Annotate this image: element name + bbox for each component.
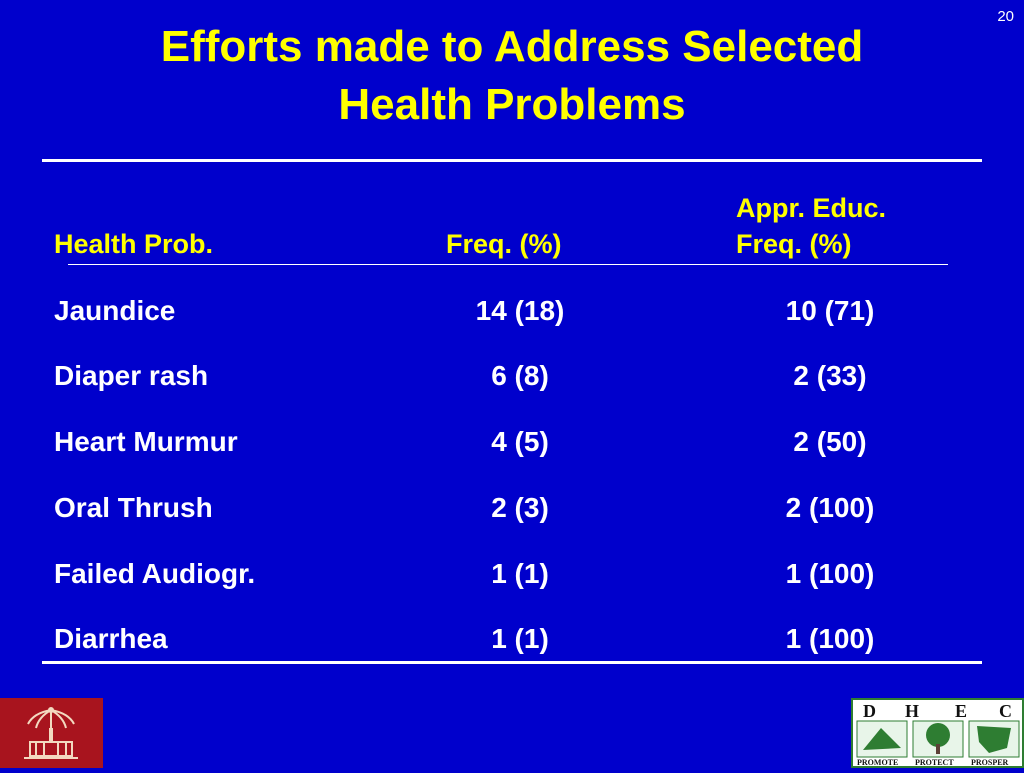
table-bottom-rule [42,661,982,664]
dhec-word-protect: PROTECT [915,758,954,767]
table-row [0,619,1024,659]
table-top-rule [42,159,982,162]
header-health-prob: Health Prob. [54,229,214,259]
row-health-problem: Jaundice [54,295,176,326]
table-row [0,291,1024,331]
dhec-logo-icon [851,698,1024,768]
row-freq: 14 (18) [475,295,565,326]
row-health-problem: Diarrhea [54,623,168,654]
header-freq: Freq. (%) [446,229,562,259]
row-appr-educ-freq: 1 (100) [785,623,875,654]
dhec-letter-e: E [955,701,968,721]
row-health-problem: Failed Audiogr. [54,558,256,589]
title-line-1: Efforts made to Address Selected [160,22,864,71]
header-underline [68,264,948,265]
row-freq: 2 (3) [491,492,549,523]
row-health-problem: Oral Thrush [54,492,213,523]
row-health-problem: Heart Murmur [54,426,238,457]
row-appr-educ-freq: 10 (71) [785,295,875,326]
table-row [0,554,1024,594]
dhec-letter-d: D [863,701,876,721]
row-appr-educ-freq: 2 (50) [793,426,867,457]
slide-number: 20 [997,8,1014,25]
row-freq: 6 (8) [491,360,549,391]
header-appr-educ-line-1: Appr. Educ. [736,193,887,223]
dhec-word-prosper: PROSPER [971,758,1009,767]
row-freq: 4 (5) [491,426,549,457]
dhec-logo [851,698,1024,768]
title-line-2: Health Problems [338,80,686,129]
palmetto-seal-logo [0,698,103,768]
header-appr-educ [736,190,886,262]
row-appr-educ-freq: 2 (100) [785,492,875,523]
table-row [0,356,1024,396]
row-appr-educ-freq: 2 (33) [793,360,867,391]
row-appr-educ-freq: 1 (100) [785,558,875,589]
dhec-word-promote: PROMOTE [857,758,899,767]
row-health-problem: Diaper rash [54,360,209,391]
table-row [0,488,1024,528]
header-appr-educ-line-2: Freq. (%) [736,229,852,259]
table-row [0,422,1024,462]
row-freq: 1 (1) [491,558,549,589]
palmetto-seal-icon [0,698,103,768]
row-freq: 1 (1) [491,623,549,654]
dhec-letter-c: C [999,701,1012,721]
dhec-letter-h: H [905,701,920,721]
slide-title [0,18,1024,134]
